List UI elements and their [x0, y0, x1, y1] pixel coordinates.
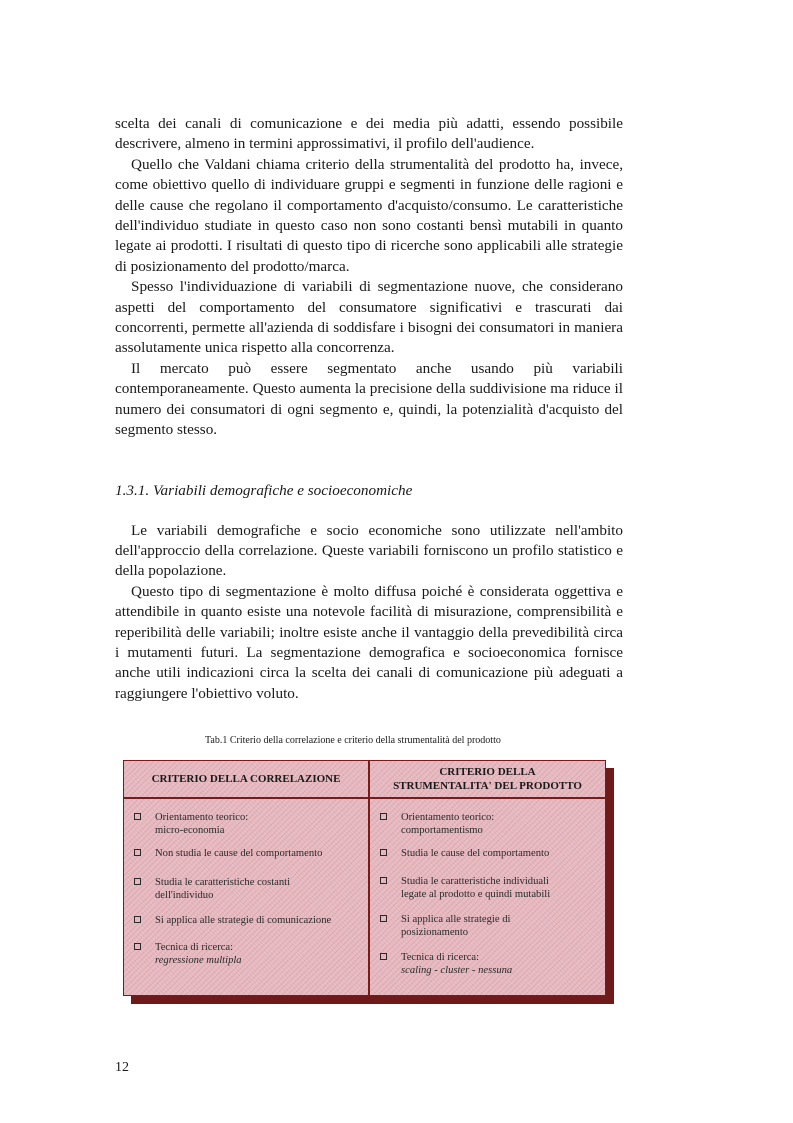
page-body: [115, 114, 623, 704]
item-line: Studia le cause del comportamento: [401, 848, 550, 859]
paragraph: Questo tipo di segmentazione è molto diffusa poiché è considerata oggettiva e attendibile in quanto esiste una notevole facilità di misurazione, comprensibilità e reperibilità delle variabili; inoltre esiste anche il vantaggio della prevedibilità circa i mutamenti futuri. La segmentazione demografica e socioeconomica fornisce anche utili indicazioni circa la scelta dei canali di comunicazione più adeguati a raggiungere l'obiettivo voluto.: [115, 582, 623, 702]
checkbox-bullet-icon: [134, 943, 141, 950]
list-item: [380, 847, 599, 860]
list-item: [134, 811, 362, 837]
item-line: Non studia le cause del comportamento: [155, 848, 323, 859]
list-item: [380, 811, 599, 837]
item-line: regressione multipla: [155, 955, 242, 966]
item-line: comportamentismo: [401, 825, 483, 836]
paragraph: scelta dei canali di comunicazione e dei media più adatti, essendo possibile descrivere, almeno in termini approssimativi, il profilo dell'audience.: [115, 115, 623, 153]
comparison-table: [123, 760, 606, 996]
checkbox-bullet-icon: [134, 878, 141, 885]
table-caption: Tab.1 Criterio della correlazione e criterio della strumentalità del prodotto: [205, 735, 501, 746]
table-body: [123, 760, 606, 996]
checkbox-bullet-icon: [134, 849, 141, 856]
criteria-list: [370, 799, 605, 977]
section-title: 1.3.1. Variabili demografiche e socioeconomiche: [115, 481, 413, 499]
list-item: [134, 914, 362, 927]
item-line: scaling - cluster - nessuna: [401, 965, 513, 976]
item-line: Si applica alle strategie di comunicazione: [155, 915, 332, 926]
item-line: Studia le caratteristiche individuali: [401, 876, 549, 887]
item-line: Orientamento teorico:: [155, 812, 249, 823]
item-line: posizionamento: [401, 927, 469, 938]
checkbox-bullet-icon: [380, 849, 387, 856]
criteria-list: [124, 799, 368, 967]
item-line: Orientamento teorico:: [401, 812, 495, 823]
paragraph: Quello che Valdani chiama criterio della strumentalità del prodotto ha, invece, come obiettivo quello di individuare gruppi e segmenti in funzione delle ragioni e delle cause che regolano il comportamento d'acquisto/consumo. Le caratteristiche dell'individuo studiate in questo caso non sono costanti bensì mutabili in quanto legate ai prodotti. I risultati di questo tipo di ricerche sono applicabili alle strategie di posizionamento del prodotto/marca.: [115, 155, 623, 275]
checkbox-bullet-icon: [134, 813, 141, 820]
column-header-text: STRUMENTALITA' DEL PRODOTTO: [393, 780, 582, 792]
checkbox-bullet-icon: [380, 915, 387, 922]
item-line: Tecnica di ricerca:: [401, 952, 480, 963]
item-line: micro-economia: [155, 825, 225, 836]
item-line: Tecnica di ricerca:: [155, 942, 234, 953]
column-header-text: CRITERIO DELLA CORRELAZIONE: [151, 773, 341, 785]
checkbox-bullet-icon: [134, 916, 141, 923]
list-item: [134, 847, 362, 860]
list-item: [380, 875, 599, 901]
checkbox-bullet-icon: [380, 877, 387, 884]
page-number: 12: [115, 1060, 129, 1075]
list-item: [134, 876, 362, 902]
spacer: [115, 441, 623, 481]
spacer: [115, 501, 623, 521]
column-header: [370, 761, 605, 799]
paragraph: Il mercato può essere segmentato anche usando più variabili contemporaneamente. Questo aumenta la precisione della suddivisione ma riduce il numero dei consumatori di ogni segmento e, quindi, la potenzialità d'acquisto del segmento stesso.: [115, 359, 623, 439]
list-item: [380, 913, 599, 939]
table-column-correlazione: [124, 761, 370, 995]
list-item: [380, 951, 599, 977]
paragraph: Spesso l'individuazione di variabili di segmentazione nuove, che considerano aspetti del comportamento del consumatore significativi e trascurati dai concorrenti, permette all'azienda di soddisfare i bisogni dei consumatori in maniera assolutamente unica rispetto alla concorrenza.: [115, 278, 623, 357]
item-line: legate al prodotto e quindi mutabili: [401, 889, 551, 900]
item-line: Studia le caratteristiche costanti: [155, 877, 291, 888]
item-line: Si applica alle strategie di: [401, 914, 511, 925]
list-item: [134, 941, 362, 967]
column-header-text: CRITERIO DELLA: [439, 766, 536, 778]
item-line: dell'individuo: [155, 890, 214, 901]
checkbox-bullet-icon: [380, 953, 387, 960]
table-column-strumentalita: [370, 761, 605, 995]
paragraph: Le variabili demografiche e socio economiche sono utilizzate nell'ambito dell'approccio della correlazione. Queste variabili forniscono un profilo statistico e della popolazione.: [115, 521, 623, 580]
checkbox-bullet-icon: [380, 813, 387, 820]
column-header: [124, 761, 368, 799]
